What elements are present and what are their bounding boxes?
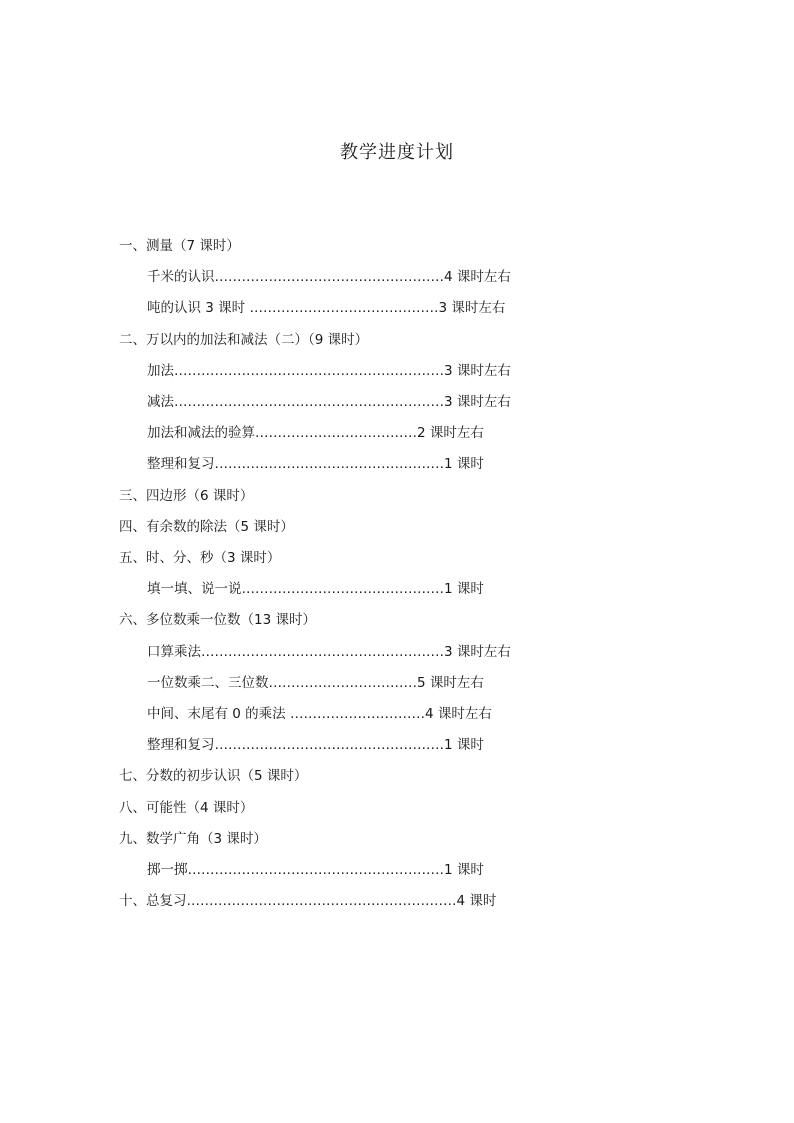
- toc-heading-4: 四、有余数的除法（5 课时）: [119, 519, 294, 535]
- toc-item: 千米的认识……………………………………………4 课时左右: [147, 269, 511, 285]
- toc-item: 加法和减法的验算………………………………2 课时左右: [147, 425, 484, 441]
- toc-item: 减法……………………………………………………3 课时左右: [147, 394, 511, 410]
- toc-item: 填一填、说一说………………………………………1 课时: [147, 581, 484, 597]
- toc-heading-8: 八、可能性（4 课时）: [119, 800, 254, 816]
- page-title: 教学进度计划: [340, 142, 454, 163]
- toc-heading-6: 六、多位数乘一位数（13 课时）: [119, 612, 316, 628]
- toc-heading-5: 五、时、分、秒（3 课时）: [119, 550, 281, 566]
- toc-heading-3: 三、四边形（6 课时）: [119, 488, 254, 504]
- toc-heading-10: 十、总复习……………………………………………………4 课时: [119, 893, 497, 909]
- toc-item: 整理和复习……………………………………………1 课时: [147, 456, 484, 472]
- toc-item: 一位数乘二、三位数……………………………5 课时左右: [147, 675, 484, 691]
- toc-item: 整理和复习……………………………………………1 课时: [147, 737, 484, 753]
- toc-item: 中间、末尾有 0 的乘法 …………………………4 课时左右: [147, 706, 492, 722]
- toc-heading-1: 一、测量（7 课时）: [119, 238, 240, 254]
- toc-item: 掷一掷…………………………………………………1 课时: [147, 862, 484, 878]
- toc-item: 吨的认识 3 课时 ……………………………………3 课时左右: [147, 300, 506, 316]
- toc-heading-7: 七、分数的初步认识（5 课时）: [119, 768, 308, 784]
- toc-item: 口算乘法………………………………………………3 课时左右: [147, 644, 511, 660]
- toc-heading-2: 二、万以内的加法和减法（二）（9 课时）: [119, 332, 369, 348]
- toc-heading-9: 九、数学广角（3 课时）: [119, 831, 267, 847]
- toc-item: 加法……………………………………………………3 课时左右: [147, 363, 511, 379]
